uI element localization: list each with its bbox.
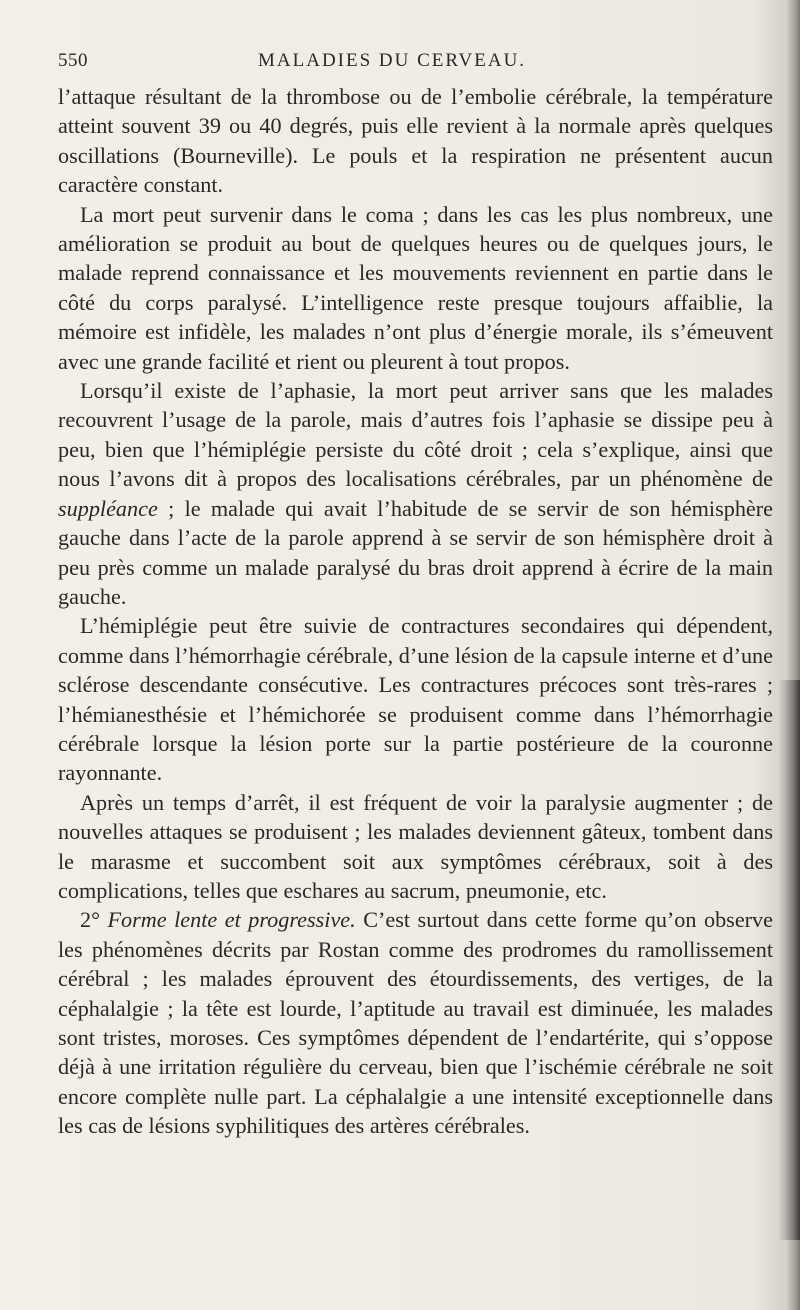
- paragraph-aphasie-text-after: ; le malade qui avait l’habitude de se servir de son hémisphère gauche dans l’acte de la parole apprend à se servir de son hémisphère droit à peu près comme un malade paralysé du bras droit apprend à écrire de la main gauche.: [58, 495, 773, 609]
- page-header: [0, 50, 800, 80]
- paragraph-aphasie-text-before: Lorsqu’il existe de l’aphasie, la mort peut arriver sans que les malades recouvrent l’usage de la parole, mais d’autres fois l’aphasie se dissipe peu à peu, bien que l’hémiplégie persiste du côté droit ; cela s’explique, ainsi que nous l’avons dit à propos des localisations cérébrales, par un phénomène de: [58, 378, 773, 492]
- paragraph-arret: Après un temps d’arrêt, il est fréquent de voir la paralysie augmenter ; de nouvelles attaques se produisent ; les malades deviennent gâteux, tombent dans le marasme et succombent soit aux symptômes cérébraux, soit à des complications, telles que eschares au sacrum, pneumonie, etc.: [58, 789, 773, 903]
- running-title: MALADIES DU CERVEAU.: [258, 50, 527, 71]
- paragraph-aphasie: [58, 376, 773, 611]
- italic-term-suppleance: suppléance: [58, 495, 158, 521]
- paragraph-coma: La mort peut survenir dans le coma ; dans les cas les plus nombreux, une amélioration se produit au bout de quelques heures ou de quelques jours, le malade reprend connaissance et les mouvements reviennent en partie dans le côté du corps paralysé. L’intelligence reste presque toujours affaiblie, la mémoire est infidèle, les malades n’ont plus d’énergie morale, ils s’émeuvent avec une grande facilité et rient ou pleurent à tout propos.: [58, 201, 773, 374]
- page-number: 550: [58, 50, 88, 71]
- body-text: [58, 82, 773, 1141]
- paragraph-contractures: L’hémiplégie peut être suivie de contractures secondaires qui dépendent, comme dans l’hémorrhagie cérébrale, d’une lésion de la capsule interne et d’une sclérose descendante consécutive. Les contractures précoces sont très-rares ; l’hémianesthésie et l’hémichorée se produisent comme dans l’hémorrhagie cérébrale lorsque la lésion porte sur la partie postérieure de la couronne rayonnante.: [58, 613, 773, 786]
- paragraph-temperature: l’attaque résultant de la thrombose ou de l’embolie cérébrale, la température atteint souvent 39 ou 40 degrés, puis elle revient à la normale après quelques oscillations (Bourneville). Le pouls et la respiration ne présentent aucun caractère constant.: [58, 84, 773, 198]
- paragraph-forme-lente: [58, 905, 773, 1140]
- paragraph-forme-lente-text: C’est surtout dans cette forme qu’on observe les phénomènes décrits par Rostan comme des prodromes du ramollissement cérébral ; les malades éprouvent des étourdissements, des vertiges, de la céphalalgie ; la tête est lourde, l’aptitude au travail est diminuée, les malades sont tristes, moroses. Ces symptômes dépendent de l’endartérite, qui s’oppose déjà à une irritation régulière du cerveau, bien que l’ischémie cérébrale ne soit encore complète nulle part. La céphalalgie a une intensité exceptionnelle dans les cas de lésions syphilitiques des artères cérébrales.: [58, 907, 773, 1139]
- section-number: 2°: [80, 907, 108, 933]
- page-edge-binding-shadow: [778, 680, 800, 1240]
- section-heading-forme-lente: Forme lente et progressive.: [107, 907, 356, 933]
